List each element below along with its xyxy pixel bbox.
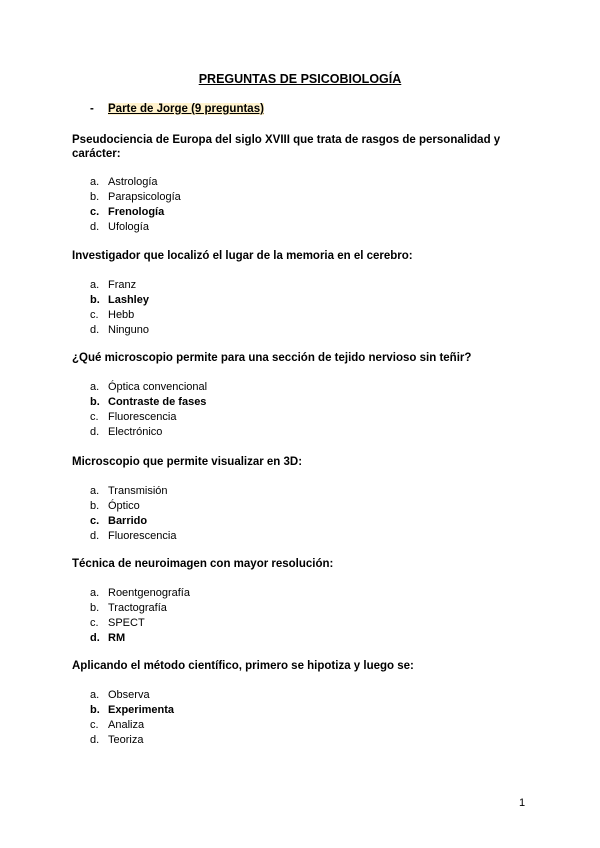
option-letter: a. [90, 485, 100, 497]
option-item-correct [90, 631, 190, 646]
option-text: Observa [108, 689, 150, 701]
option-text: Contraste de fases [108, 396, 207, 408]
question-text: Investigador que localizó el lugar de la memoria en el cerebro: [72, 250, 413, 262]
question-text: Aplicando el método científico, primero se hipotiza y luego se: [72, 660, 414, 672]
option-letter: c. [90, 411, 99, 423]
option-item [90, 410, 207, 425]
option-letter: b. [90, 704, 100, 716]
option-item [90, 601, 190, 616]
option-text: Astrología [108, 176, 158, 188]
option-text: Óptico [108, 500, 140, 512]
question-text: Pseudociencia de Europa del siglo XVIII que trata de rasgos de personalidad y carácter: [72, 134, 501, 160]
option-item [90, 308, 149, 323]
option-letter: b. [90, 396, 100, 408]
option-letter: d. [90, 324, 100, 336]
option-text: RM [108, 632, 126, 644]
option-item [90, 425, 207, 440]
page-number: 1 [519, 797, 526, 809]
option-item [90, 175, 181, 190]
option-item-correct [90, 395, 207, 410]
option-text: Ufología [108, 221, 149, 233]
question-text: Microscopio que permite visualizar en 3D: [72, 456, 303, 468]
option-letter: b. [90, 294, 100, 306]
option-text: Fluorescencia [108, 411, 177, 423]
option-letter: c. [90, 206, 100, 218]
option-item-correct [90, 205, 181, 220]
option-text: Electrónico [108, 426, 163, 438]
options-list [90, 484, 176, 544]
option-letter: d. [90, 221, 100, 233]
option-item [90, 499, 176, 514]
option-letter: a. [90, 587, 100, 599]
section-label: Parte de Jorge (9 preguntas) [108, 103, 264, 115]
option-letter: a. [90, 176, 100, 188]
option-text: Óptica convencional [108, 381, 208, 393]
option-letter: b. [90, 602, 100, 614]
options-list [90, 380, 207, 440]
option-item-correct [90, 293, 149, 308]
option-text: Hebb [108, 309, 135, 321]
options-list [90, 688, 174, 748]
option-item-correct [90, 703, 174, 718]
question-text: ¿Qué microscopio permite para una sección de tejido nervioso sin teñir? [72, 352, 472, 364]
option-text: Teoriza [108, 734, 144, 746]
option-text: Frenología [108, 206, 165, 218]
option-letter: c. [90, 617, 99, 629]
option-item [90, 688, 174, 703]
option-letter: d. [90, 530, 100, 542]
option-text: Parapsicología [108, 191, 181, 203]
option-item-correct [90, 514, 176, 529]
option-item [90, 220, 181, 235]
option-item [90, 484, 176, 499]
option-item [90, 190, 181, 205]
option-item [90, 616, 190, 631]
option-letter: d. [90, 632, 100, 644]
option-text: SPECT [108, 617, 145, 629]
option-letter: d. [90, 734, 100, 746]
options-list [90, 175, 181, 235]
option-letter: b. [90, 500, 100, 512]
option-text: Roentgenografía [108, 587, 190, 599]
section-bullet: - [90, 103, 94, 115]
option-text: Fluorescencia [108, 530, 177, 542]
options-list [90, 278, 149, 338]
options-list [90, 586, 190, 646]
option-text: Tractografía [108, 602, 167, 614]
option-letter: c. [90, 309, 99, 321]
option-text: Franz [108, 279, 137, 291]
section-heading [90, 103, 264, 115]
option-text: Transmisión [108, 485, 168, 497]
option-item [90, 733, 174, 748]
option-text: Experimenta [108, 704, 175, 716]
option-text: Ninguno [108, 324, 149, 336]
option-letter: d. [90, 426, 100, 438]
option-letter: a. [90, 279, 100, 291]
option-letter: c. [90, 719, 99, 731]
option-item [90, 586, 190, 601]
option-text: Analiza [108, 719, 145, 731]
option-item [90, 323, 149, 338]
option-item [90, 278, 149, 293]
page-title: PREGUNTAS DE PSICOBIOLOGÍA [198, 72, 402, 86]
option-letter: a. [90, 689, 100, 701]
option-text: Barrido [108, 515, 148, 527]
option-letter: b. [90, 191, 100, 203]
option-text: Lashley [108, 294, 149, 306]
option-item [90, 529, 176, 544]
option-item [90, 718, 174, 733]
question-text: Técnica de neuroimagen con mayor resolución: [72, 558, 334, 570]
option-letter: c. [90, 515, 100, 527]
option-letter: a. [90, 381, 100, 393]
option-item [90, 380, 207, 395]
